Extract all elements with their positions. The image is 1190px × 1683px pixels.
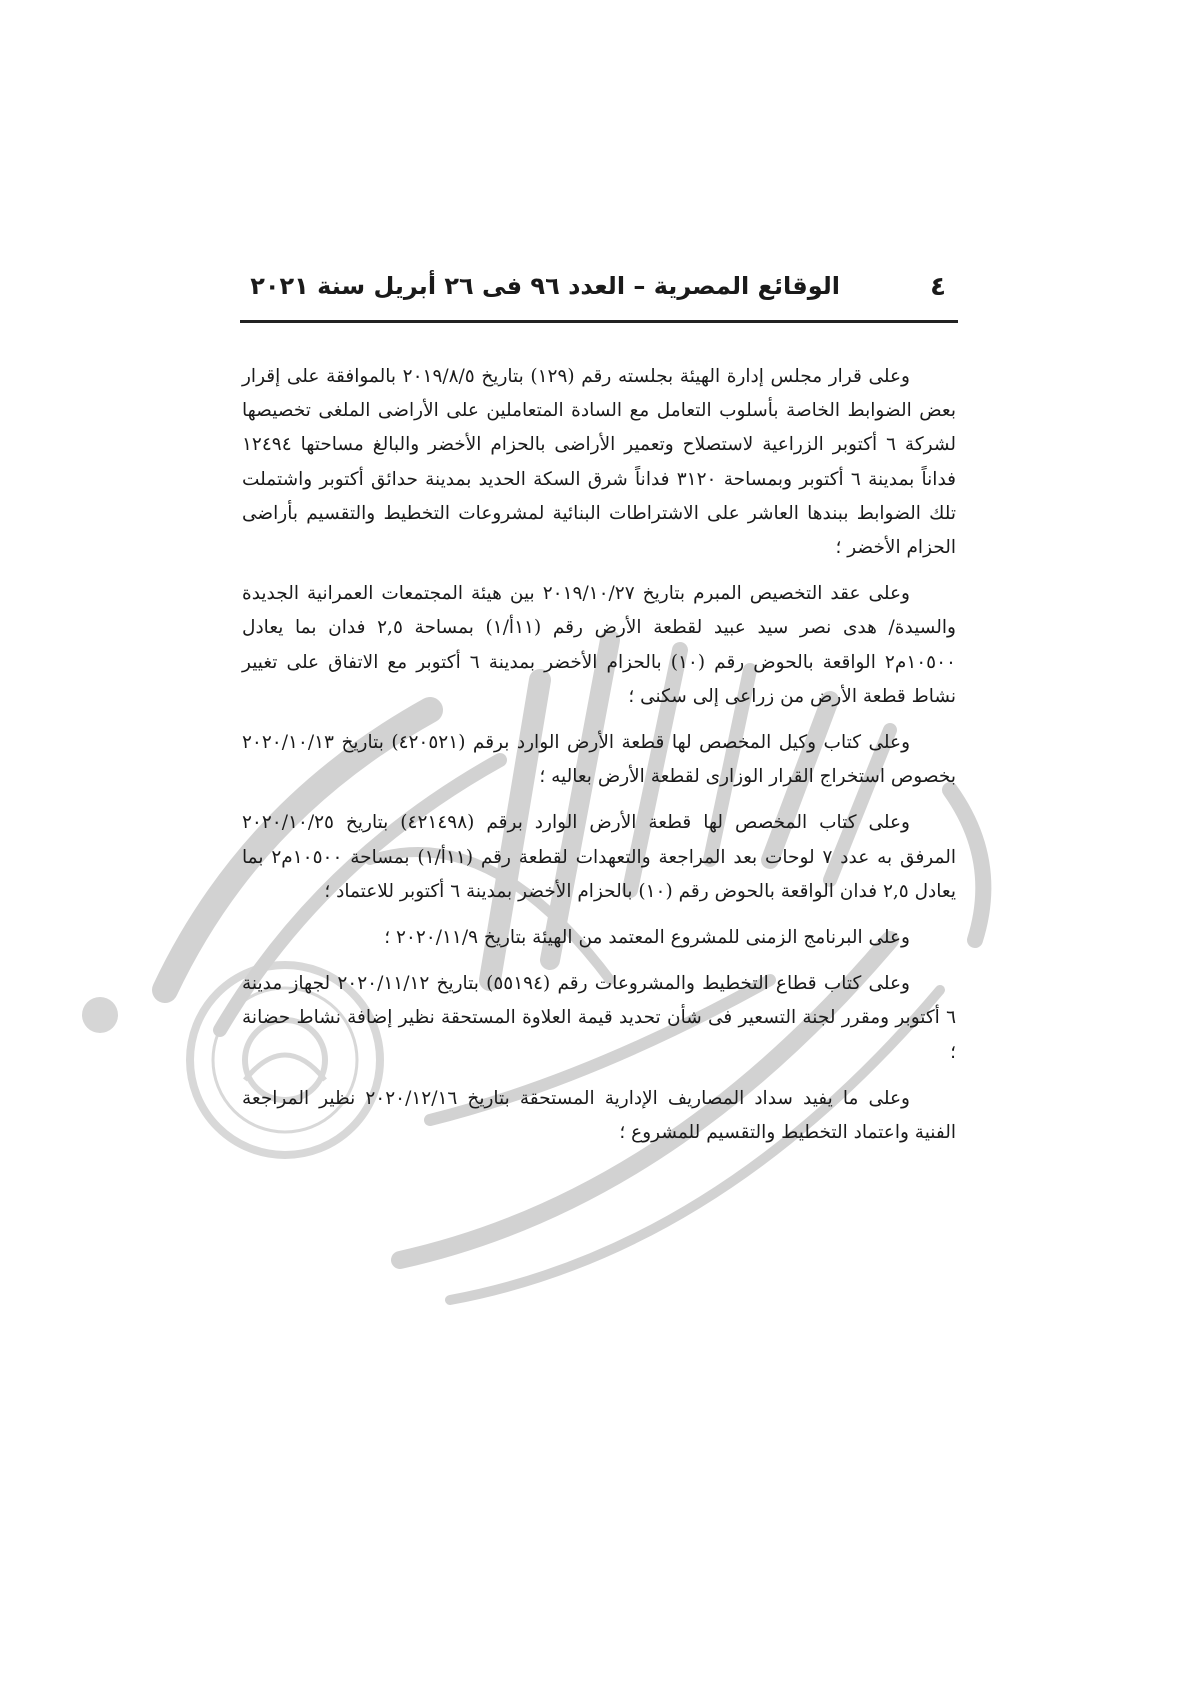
page-number: ٤ xyxy=(930,272,946,302)
page-header xyxy=(240,262,958,318)
paragraph-allocation-contract: وعلى عقد التخصيص المبرم بتاريخ ٢٠١٩/١٠/٢٧ بين هيئة المجتمعات العمرانية الجديدة والسيدة/ هدى نصر سيد عبيد لقطعة الأرض رقم (١١أ/١) بمساحة ٢,٥ فدان بما يعادل ١٠٥٠٠م٢ الواقعة بالحوض رقم (١٠) بالحزام الأخضر بمدينة ٦ أكتوبر مع الاتفاق على تغيير نشاط قطعة الأرض من زراعى إلى سكنى ؛ xyxy=(242,583,956,707)
watermark-dot-icon xyxy=(82,997,118,1033)
paragraph-board-decision: وعلى قرار مجلس إدارة الهيئة بجلسته رقم (١٢٩) بتاريخ ٢٠١٩/٨/٥ بالموافقة على إقرار بعض الضوابط الخاصة بأسلوب التعامل مع السادة المتعاملين على الأراضى الملغى تخصيصها لشركة ٦ أكتوبر الزراعية لاستصلاح وتعمير الأراضى بالحزام الأخضر والبالغ مساحتها ١٢٤٩٤ فداناً بمدينة ٦ أكتوبر وبمساحة ٣١٢٠ فداناً شرق السكة الحديد بمدينة حدائق أكتوبر واشتملت تلك الضوابط ببندها العاشر على الاشتراطات البنائية لمشروعات التخطيط والتقسيم بأراضى الحزام الأخضر ؛ xyxy=(242,366,957,559)
header-divider xyxy=(240,320,958,323)
paragraph-agent-letter: وعلى كتاب وكيل المخصص لها قطعة الأرض الوارد برقم (٤٢٠٥٢١) بتاريخ ٢٠٢٠/١٠/١٣ بخصوص استخراج القرار الوزارى لقطعة الأرض بعاليه ؛ xyxy=(242,732,956,788)
paragraph-admin-fees: وعلى ما يفيد سداد المصاريف الإدارية المستحقة بتاريخ ٢٠٢٠/١٢/١٦ نظير المراجعة الفنية واعتماد التخطيط والتقسيم للمشروع ؛ xyxy=(242,1087,956,1144)
paragraph-allocatee-letter: وعلى كتاب المخصص لها قطعة الأرض الوارد برقم (٤٢١٤٩٨) بتاريخ ٢٠٢٠/١٠/٢٥ المرفق به عدد ٧ لوحات بعد المراجعة والتعهدات لقطعة رقم (١١أ/١) بمساحة ١٠٥٠٠م٢ بما يعادل ٢,٥ فدان الواقعة بالحوض رقم (١٠) بالحزام الأخضر بمدينة ٦ أكتوبر للاعتماد ؛ xyxy=(242,812,956,902)
paragraph-planning-sector-letter: وعلى كتاب قطاع التخطيط والمشروعات رقم (٥٥١٩٤) بتاريخ ٢٠٢٠/١١/١٢ لجهاز مدينة ٦ أكتوبر ومقرر لجنة التسعير فى شأن تحديد قيمة العلاوة المستحقة نظير إضافة نشاط حضانة ؛ xyxy=(242,973,956,1063)
document-body xyxy=(242,360,956,1162)
paragraph-time-schedule: وعلى البرنامج الزمنى للمشروع المعتمد من الهيئة بتاريخ ٢٠٢٠/١١/٩ ؛ xyxy=(384,927,910,949)
header-title: الوقائع المصرية – العدد ٩٦ فى ٢٦ أبريل سنة ٢٠٢١ xyxy=(250,272,840,300)
